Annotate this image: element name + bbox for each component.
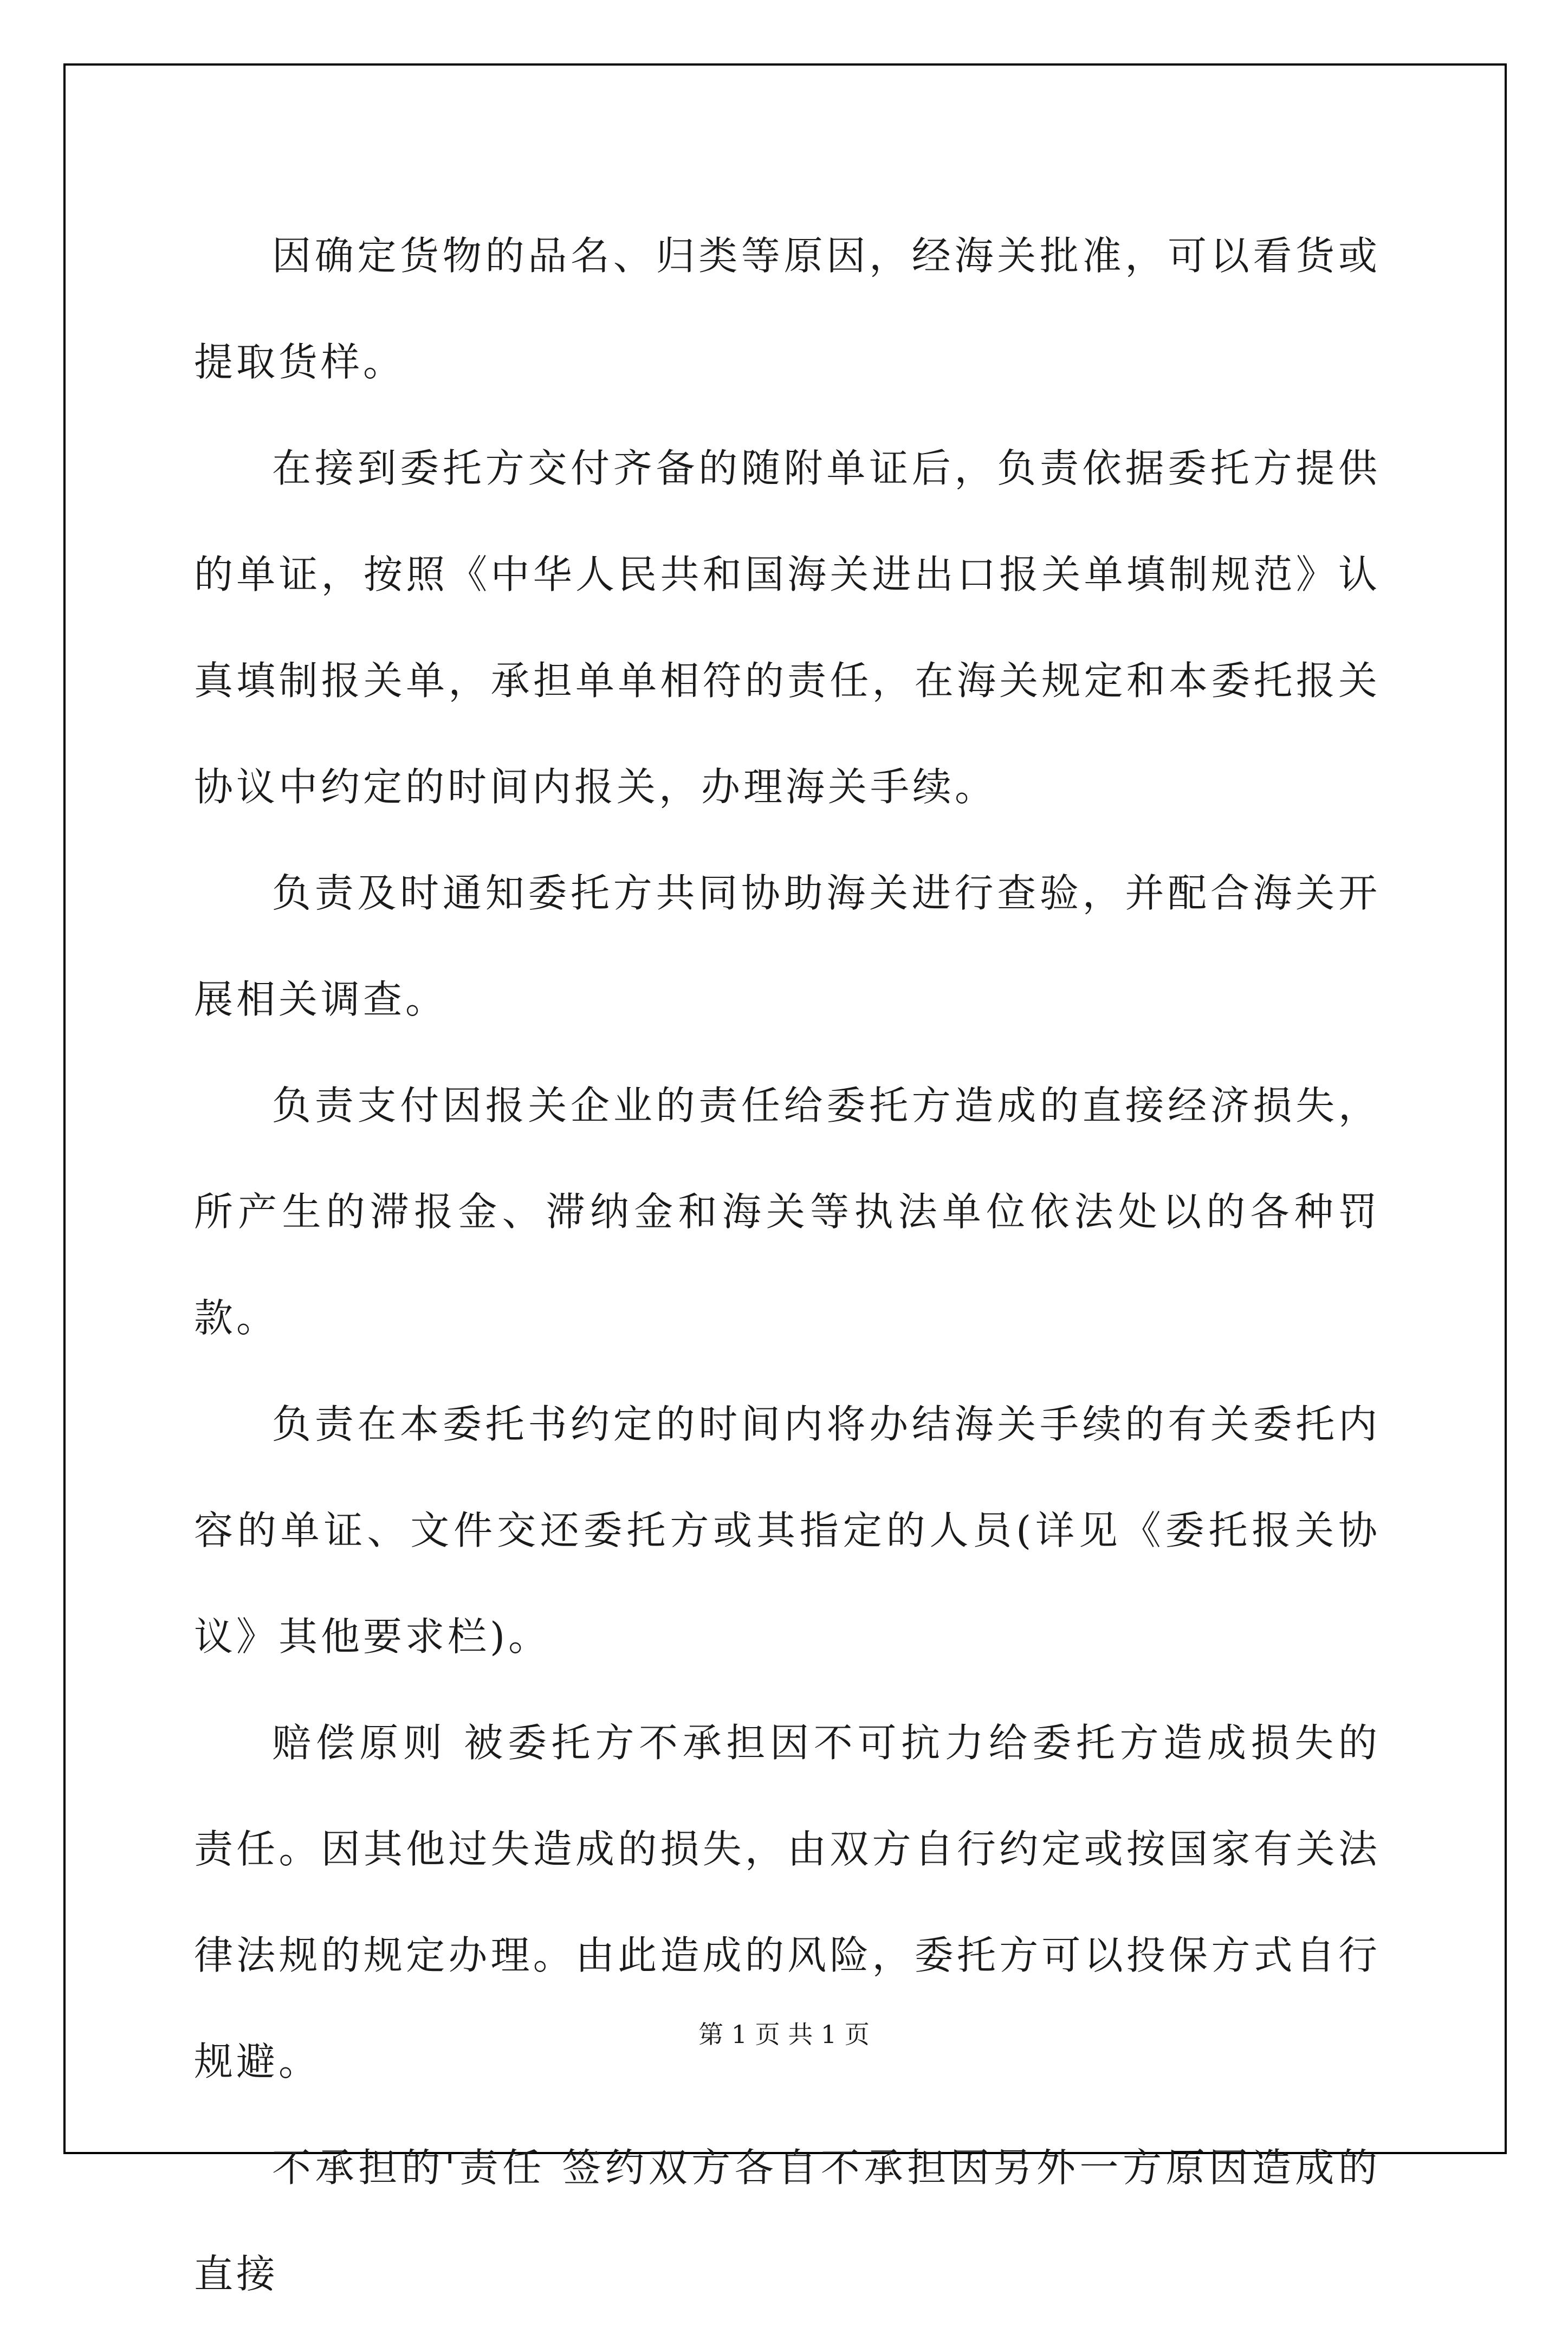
paragraph: 不承担的'责任 签约双方各自不承担因另外一方原因造成的直接 [194, 2145, 1381, 2297]
paragraph: 在接到委托方交付齐备的随附单证后，负责依据委托方提供的单证，按照《中华人民共和国海关进出口报关单填制规范》认真填制报关单，承担单单相符的责任，在海关规定和本委托报关协议中约定的时间内报关，办理海关手续。 [194, 445, 1381, 810]
paragraph: 赔偿原则 被委托方不承担因不可抗力给委托方造成损失的责任。因其他过失造成的损失，由双方自行约定或按国家有关法律法规的规定办理。由此造成的风险，委托方可以投保方式自行规避。 [194, 1720, 1381, 2084]
paragraph: 负责及时通知委托方共同协助海关进行查验，并配合海关开展相关调查。 [194, 870, 1381, 1022]
paragraph: 因确定货物的品名、归类等原因，经海关批准，可以看货或提取货样。 [194, 233, 1381, 385]
page-number-footer: 第 1 页 共 1 页 [698, 2020, 870, 2049]
document-body [194, 203, 1381, 2327]
paragraph: 负责在本委托书约定的时间内将办结海关手续的有关委托内容的单证、文件交还委托方或其指定的人员(详见《委托报关协议》其他要求栏)。 [194, 1401, 1381, 1659]
paragraph: 负责支付因报关企业的责任给委托方造成的直接经济损失，所产生的滞报金、滞纳金和海关等执法单位依法处以的各种罚款。 [194, 1083, 1381, 1341]
